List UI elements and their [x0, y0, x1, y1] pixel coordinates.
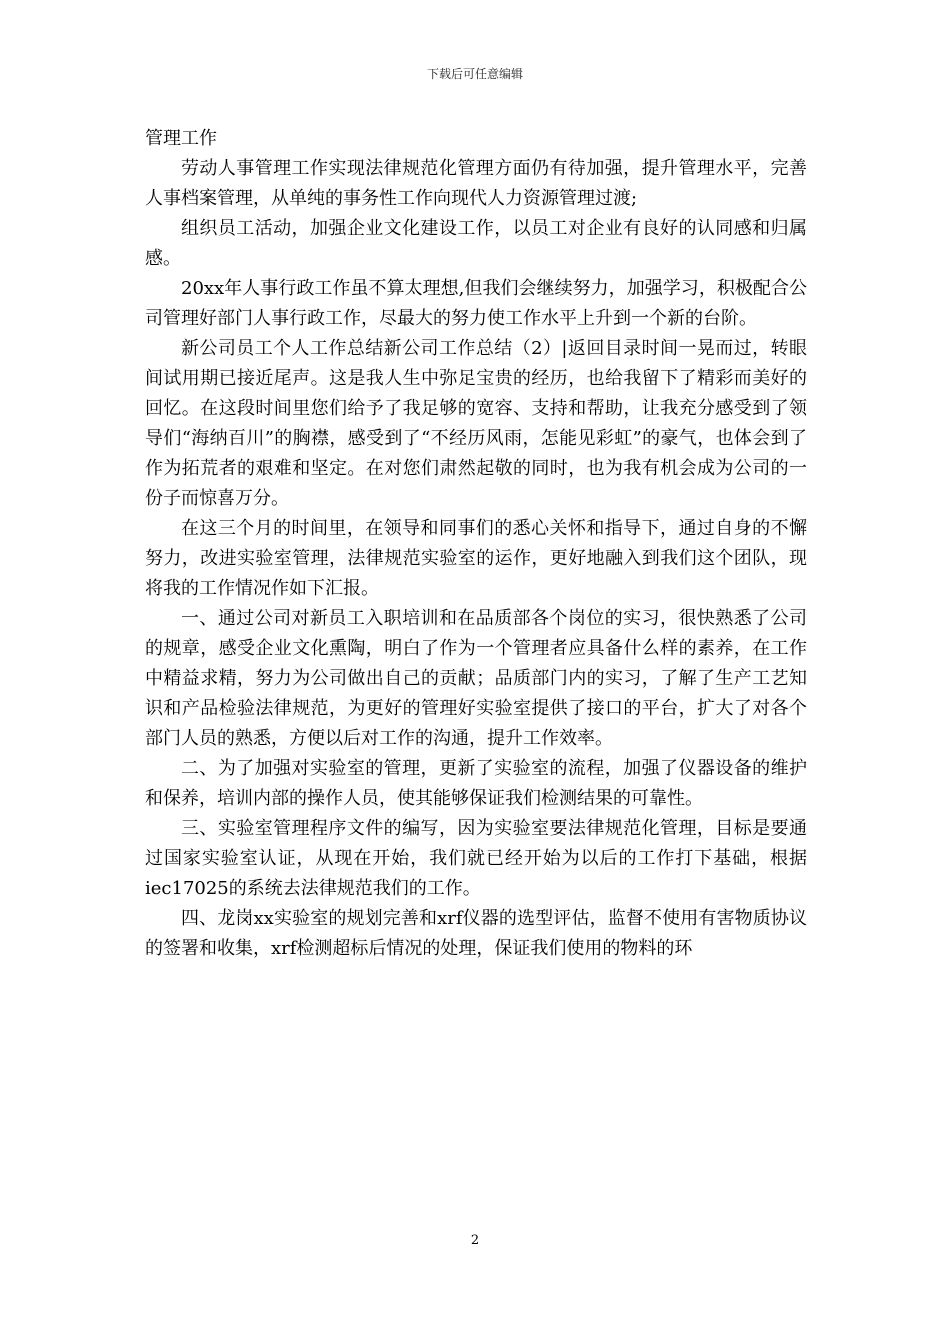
paragraph-continuation: 管理工作 — [145, 128, 217, 149]
paragraph: 四、龙岗xx实验室的规划完善和xrf仪器的选型评估，监督不使用有害物质协议的签署和收集，xrf检测超标后情况的处理，保证我们使用的物料的环 — [145, 908, 807, 959]
paragraph: 三、实验室管理程序文件的编写，因为实验室要法律规范化管理，目标是要通过国家实验室认证，从现在开始，我们就已经开始为以后的工作打下基础，根据iec17025的系统去法律规范我们的工作。 — [145, 818, 807, 899]
paragraph: 20xx年人事行政工作虽不算太理想,但我们会继续努力，加强学习，积极配合公司管理好部门人事行政工作，尽最大的努力使工作水平上升到一个新的台阶。 — [145, 278, 807, 329]
paragraph: 劳动人事管理工作实现法律规范化管理方面仍有待加强，提升管理水平，完善人事档案管理，从单纯的事务性工作向现代人力资源管理过渡; — [145, 158, 807, 209]
paragraph: 二、为了加强对实验室的管理，更新了实验室的流程，加强了仪器设备的维护和保养，培训内部的操作人员，使其能够保证我们检测结果的可靠性。 — [145, 758, 807, 809]
paragraph: 在这三个月的时间里，在领导和同事们的悉心关怀和指导下，通过自身的不懈努力，改进实验室管理，法律规范实验室的运作，更好地融入到我们这个团队，现将我的工作情况作如下汇报。 — [145, 518, 807, 599]
document-body — [145, 124, 807, 964]
paragraph: 一、通过公司对新员工入职培训和在品质部各个岗位的实习，很快熟悉了公司的规章，感受企业文化熏陶，明白了作为一个管理者应具备什么样的素养，在工作中精益求精，努力为公司做出自己的贡献；品质部门内的实习，了解了生产工艺知识和产品检验法律规范，为更好的管理好实验室提供了接口的平台，扩大了对各个部门人员的熟悉，方便以后对工作的沟通，提升工作效率。 — [145, 608, 807, 749]
paragraph: 新公司员工个人工作总结新公司工作总结（2）|返回目录时间一晃而过，转眼间试用期已接近尾声。这是我人生中弥足宝贵的经历，也给我留下了精彩而美好的回忆。在这段时间里您们给予了我足够的宽容、支持和帮助，让我充分感受到了领导们“海纳百川”的胸襟，感受到了“不经历风雨，怎能见彩虹”的豪气，也体会到了作为拓荒者的艰难和坚定。在对您们肃然起敬的同时，也为我有机会成为公司的一份子而惊喜万分。 — [145, 338, 807, 509]
page-number: 2 — [470, 1233, 480, 1248]
page-header: 下载后可任意编辑 — [426, 67, 523, 81]
paragraph: 组织员工活动，加强企业文化建设工作，以员工对企业有良好的认同感和归属感。 — [145, 218, 807, 269]
